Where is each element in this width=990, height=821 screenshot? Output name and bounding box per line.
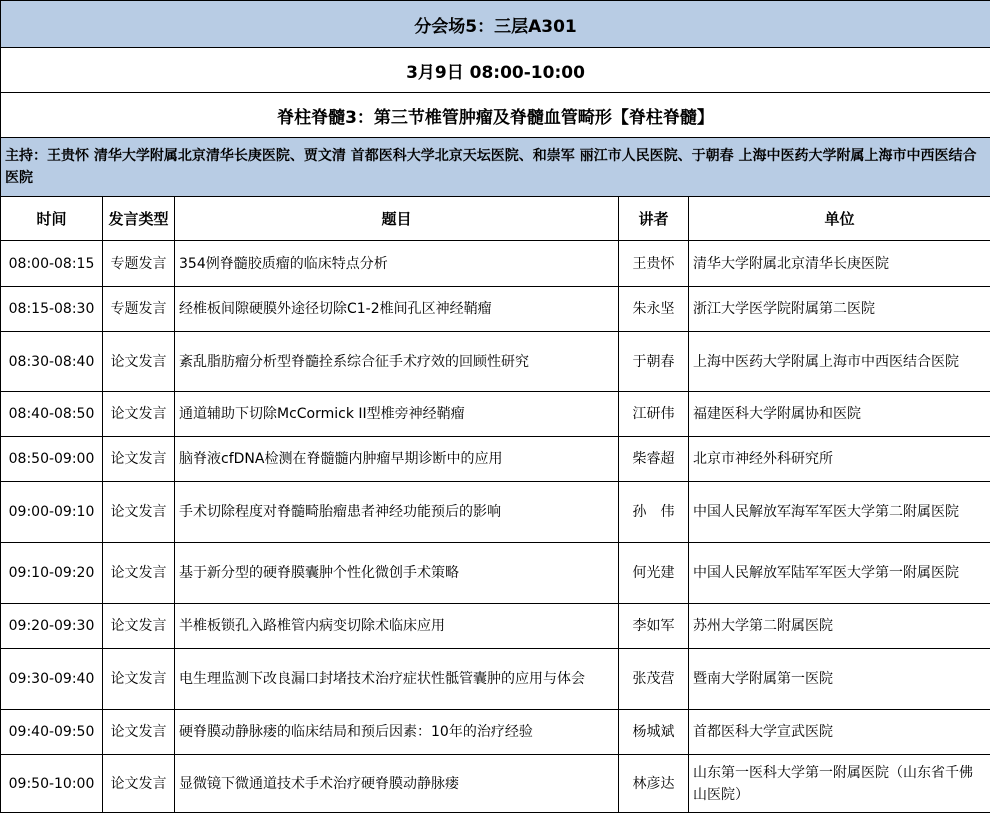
cell-time: 09:40-09:50: [1, 710, 103, 755]
cell-type: 论文发言: [103, 392, 175, 437]
cell-type: 论文发言: [103, 710, 175, 755]
cell-speaker: 朱永坚: [619, 287, 689, 332]
cell-time: 08:40-08:50: [1, 392, 103, 437]
table-row: [1, 241, 990, 287]
cell-topic: 手术切除程度对脊髓畸胎瘤患者神经功能预后的影响: [175, 482, 619, 543]
cell-topic: 紊乱脂肪瘤分析型脊髓拴系综合征手术疗效的回顾性研究: [175, 332, 619, 392]
cell-topic: 硬脊膜动静脉瘘的临床结局和预后因素：10年的治疗经验: [175, 710, 619, 755]
hosts-line: 主持：王贵怀 清华大学附属北京清华长庚医院、贾文清 首都医科大学北京天坛医院、和崇军 丽江市人民医院、于朝春 上海中医药大学附属上海市中西医结合医院: [1, 138, 990, 197]
cell-topic: 显微镜下微通道技术手术治疗硬脊膜动静脉瘘: [175, 755, 619, 813]
cell-speaker: 江研伟: [619, 392, 689, 437]
cell-type: 论文发言: [103, 543, 175, 604]
cell-topic: 半椎板锁孔入路椎管内病变切除术临床应用: [175, 604, 619, 649]
cell-unit: 中国人民解放军陆军军医大学第一附属医院: [689, 543, 990, 604]
cell-type: 论文发言: [103, 332, 175, 392]
cell-unit: 上海中医药大学附属上海市中西医结合医院: [689, 332, 990, 392]
col-type: 发言类型: [103, 197, 175, 241]
venue-title: 分会场5：三层A301: [1, 1, 990, 48]
cell-type: 论文发言: [103, 482, 175, 543]
col-unit: 单位: [689, 197, 990, 241]
cell-unit: 中国人民解放军海军军医大学第二附属医院: [689, 482, 990, 543]
cell-unit: 北京市神经外科研究所: [689, 437, 990, 482]
cell-unit: 暨南大学附属第一医院: [689, 649, 990, 710]
cell-time: 08:15-08:30: [1, 287, 103, 332]
table-row: [1, 710, 990, 755]
cell-time: 08:30-08:40: [1, 332, 103, 392]
cell-speaker: 于朝春: [619, 332, 689, 392]
cell-speaker: 孙 伟: [619, 482, 689, 543]
cell-unit: 首都医科大学宣武医院: [689, 710, 990, 755]
cell-speaker: 林彦达: [619, 755, 689, 813]
cell-type: 论文发言: [103, 755, 175, 813]
cell-time: 08:50-09:00: [1, 437, 103, 482]
cell-speaker: 柴睿超: [619, 437, 689, 482]
cell-time: 09:30-09:40: [1, 649, 103, 710]
cell-type: 论文发言: [103, 437, 175, 482]
table-row: [1, 437, 990, 482]
cell-unit: 清华大学附属北京清华长庚医院: [689, 241, 990, 287]
table-row: [1, 543, 990, 604]
table-row: [1, 482, 990, 543]
cell-type: 专题发言: [103, 287, 175, 332]
cell-time: 09:50-10:00: [1, 755, 103, 813]
cell-speaker: 李如军: [619, 604, 689, 649]
col-speaker: 讲者: [619, 197, 689, 241]
cell-type: 专题发言: [103, 241, 175, 287]
table-row: [1, 287, 990, 332]
cell-unit: 苏州大学第二附属医院: [689, 604, 990, 649]
table-row: [1, 755, 990, 813]
cell-topic: 电生理监测下改良漏口封堵技术治疗症状性骶管囊肿的应用与体会: [175, 649, 619, 710]
table-row: [1, 604, 990, 649]
cell-unit: 福建医科大学附属协和医院: [689, 392, 990, 437]
cell-unit: 山东第一医科大学第一附属医院（山东省千佛山医院）: [689, 755, 990, 813]
cell-speaker: 王贵怀: [619, 241, 689, 287]
cell-topic: 基于新分型的硬脊膜囊肿个性化微创手术策略: [175, 543, 619, 604]
cell-topic: 脑脊液cfDNA检测在脊髓髓内肿瘤早期诊断中的应用: [175, 437, 619, 482]
cell-speaker: 何光建: [619, 543, 689, 604]
cell-type: 论文发言: [103, 649, 175, 710]
cell-speaker: 杨城斌: [619, 710, 689, 755]
table-row: [1, 392, 990, 437]
cell-type: 论文发言: [103, 604, 175, 649]
col-time: 时间: [1, 197, 103, 241]
cell-speaker: 张茂营: [619, 649, 689, 710]
cell-time: 09:00-09:10: [1, 482, 103, 543]
cell-time: 09:10-09:20: [1, 543, 103, 604]
cell-topic: 354例脊髓胶质瘤的临床特点分析: [175, 241, 619, 287]
col-topic: 题目: [175, 197, 619, 241]
cell-topic: 经椎板间隙硬膜外途径切除C1-2椎间孔区神经鞘瘤: [175, 287, 619, 332]
table-row: [1, 332, 990, 392]
cell-unit: 浙江大学医学院附属第二医院: [689, 287, 990, 332]
cell-time: 09:20-09:30: [1, 604, 103, 649]
date-time: 3月9日 08:00-10:00: [1, 48, 990, 93]
table-row: [1, 649, 990, 710]
cell-topic: 通道辅助下切除McCormick II型椎旁神经鞘瘤: [175, 392, 619, 437]
cell-time: 08:00-08:15: [1, 241, 103, 287]
session-title: 脊柱脊髓3：第三节椎管肿瘤及脊髓血管畸形【脊柱脊髓】: [1, 93, 990, 138]
